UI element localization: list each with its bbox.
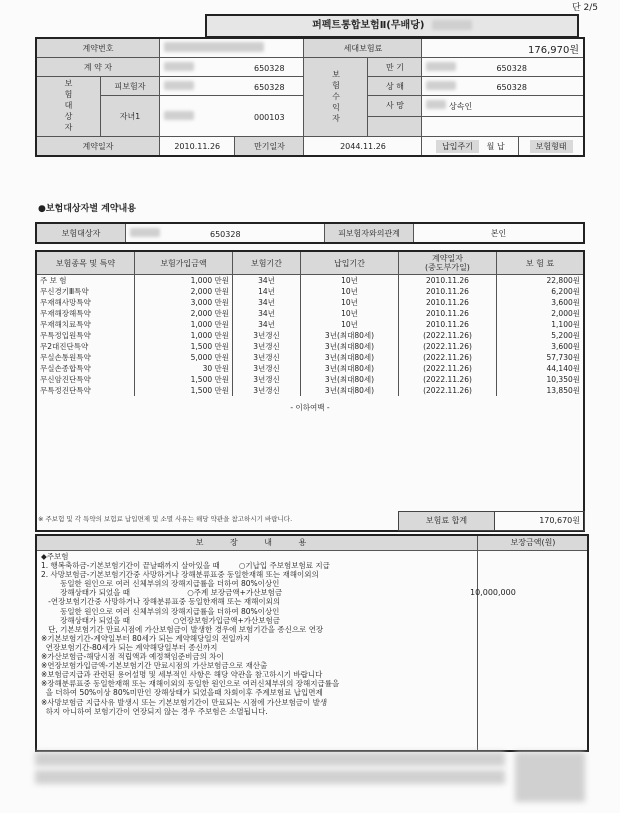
table-cell: 3년(최대80세) xyxy=(301,363,399,374)
table-row xyxy=(36,352,584,363)
table-cell: 무특정진단특약 xyxy=(36,385,135,396)
col-header: 보험종목 및 특약 xyxy=(36,251,135,275)
benefit-line: ※연장보험가입금액-기본보험기간 만료시점의 가산보험금으로 재산출 xyxy=(41,661,268,671)
table-cell: 3년갱신 xyxy=(233,352,301,363)
table-cell: 22,800원 xyxy=(497,275,585,287)
benefit-line: ※가산보험금-해당시점 적립액과 예정책임준비금의 차이 xyxy=(41,652,224,662)
redacted-block xyxy=(164,42,264,52)
benefit-amount-header: 보장금액(원) xyxy=(477,536,588,550)
table-row xyxy=(36,297,584,308)
table-cell: 무신경기Ⅲ특약 xyxy=(36,286,135,297)
table-row xyxy=(36,341,584,352)
table-cell: 2,000 만원 xyxy=(135,286,233,297)
benefit-line: ◆주보험 xyxy=(41,552,69,561)
benefit-line: 단, 기본보험기간 만료시점에 가산보험금이 발생한 경우에 보험기간을 종신으로 연장 xyxy=(41,624,324,634)
table-cell: 2010.11.26 xyxy=(399,308,497,319)
table-cell: 2,000원 xyxy=(497,308,585,319)
table-cell: 5,000 만원 xyxy=(135,352,233,363)
table-cell: 2010.11.26 xyxy=(399,297,497,308)
table-cell: 1,000 만원 xyxy=(135,319,233,330)
benefit-header-label: 보 장 내 용 xyxy=(195,538,319,547)
page-number: 단 2/5 xyxy=(571,3,598,13)
table-cell: 1,100원 xyxy=(497,319,585,330)
redacted-block xyxy=(35,770,505,784)
col-header: 계약일자 (중도부가일) xyxy=(399,251,497,275)
holder-value: 650328 xyxy=(160,58,304,77)
table-row xyxy=(36,396,584,413)
child-label: 자녀1 xyxy=(101,96,160,137)
table-row xyxy=(36,319,584,330)
empty-label xyxy=(368,116,422,137)
premium-value: 176,970원 xyxy=(422,38,584,58)
premium-label: 세대보험료 xyxy=(304,38,422,58)
table-cell: 3년갱신 xyxy=(233,330,301,341)
table-cell: 14년 xyxy=(233,286,301,297)
table-row xyxy=(36,275,584,287)
redacted-block xyxy=(164,81,194,90)
table-row xyxy=(36,385,584,396)
table-cell: 10년 xyxy=(301,275,399,287)
table-cell: 10,350원 xyxy=(497,374,585,385)
table-row xyxy=(36,374,584,385)
table-cell: (2022.11.26) xyxy=(399,341,497,352)
table-cell: 34년 xyxy=(233,319,301,330)
table-cell: 5,200원 xyxy=(497,330,585,341)
benefit-amount: 10,000,000 xyxy=(470,588,516,597)
insured-row-label: 보험대상자 xyxy=(36,223,126,243)
payment-cycle-cell: 납입주기 월 납 xyxy=(422,137,519,157)
expiry-label: 만기일자 xyxy=(235,137,304,157)
table-cell: (2022.11.26) xyxy=(399,385,497,396)
benefit-line: ※보험금지급과 관련된 용어설명 및 세부적인 사항은 해당 약관을 참고하시기 바랍니다 xyxy=(41,670,323,680)
maturity-value: 650328 xyxy=(422,58,584,77)
benefit-line: 장해상태가 되었을 때 ○주계 보장금액+가산보험금 xyxy=(41,588,283,598)
divider xyxy=(477,550,478,750)
contract-date-label: 계약일자 xyxy=(36,137,160,157)
table-cell: 무특정입원특약 xyxy=(36,330,135,341)
total-label: 보험료 합계 xyxy=(399,512,495,530)
table-cell: (2022.11.26) xyxy=(399,363,497,374)
table-row xyxy=(36,308,584,319)
table-cell: 무실손종합특약 xyxy=(36,363,135,374)
table-cell: 무신암진단특약 xyxy=(36,374,135,385)
insured-row-value: 650328 xyxy=(126,223,325,243)
end-marker: - 이하여백 - xyxy=(36,396,584,413)
table-cell: 34년 xyxy=(233,275,301,287)
document-title-text: 퍼펙트통합보험Ⅱ(무배당) xyxy=(312,20,425,31)
total-box xyxy=(398,511,585,531)
empty-value xyxy=(422,116,584,137)
table-cell: 2,000 만원 xyxy=(135,308,233,319)
child-value: 000103 xyxy=(160,96,304,137)
benefit-line: 을 더하여 50%이상 80%미만인 장해상태가 되었을때 차회이후 주계보험료 납입면제 xyxy=(41,688,323,698)
holder-label: 계 약 자 xyxy=(36,58,160,77)
table-cell: 2010.11.26 xyxy=(399,319,497,330)
table-cell: 30 만원 xyxy=(135,363,233,374)
table-cell: 10년 xyxy=(301,297,399,308)
table-cell: 3,000 만원 xyxy=(135,297,233,308)
table-cell: 1,500 만원 xyxy=(135,385,233,396)
relation-label: 피보험자와의관계 xyxy=(325,223,414,243)
benefit-table xyxy=(35,534,589,752)
col-header: 보험기간 xyxy=(233,251,301,275)
table-cell: 1,000 만원 xyxy=(135,275,233,287)
injury-value: 650328 xyxy=(422,77,584,96)
redacted-block xyxy=(35,752,505,766)
table-cell: 2010.11.26 xyxy=(399,275,497,287)
table-cell: 주 보 험 xyxy=(36,275,135,287)
table-cell: 3,600원 xyxy=(497,297,585,308)
table-cell: 무재해장해특약 xyxy=(36,308,135,319)
table-cell: 3년(최대80세) xyxy=(301,374,399,385)
table-cell: 3년갱신 xyxy=(233,363,301,374)
footnote: ※ 주보험 및 각 특약의 보험료 납입면제 및 소멸 사유는 해당 약관을 참고하시기 바랍니다. xyxy=(38,515,293,523)
contract-date-value: 2010.11.26 xyxy=(160,137,235,157)
benefit-line: ※장해분류표중 동일한재해 또는 재해이외의 동일한 원인으로 여러신체부위의 장해지급률을 xyxy=(41,679,340,689)
redacted-block xyxy=(130,228,160,237)
benefit-line: 동일한 원인으로 여러 신체부위의 장해지급률을 더하여 80%이상인 xyxy=(41,606,280,616)
table-cell: 3년(최대80세) xyxy=(301,352,399,363)
col-header: 보험가입금액 xyxy=(135,251,233,275)
contract-no-label: 계약번호 xyxy=(36,38,160,58)
table-cell: 3년(최대80세) xyxy=(301,330,399,341)
benefit-line: 연장보험기간-80세가 되는 계약해당일부터 종신까지 xyxy=(41,642,218,652)
relation-value: 본인 xyxy=(414,223,585,243)
table-cell: (2022.11.26) xyxy=(399,352,497,363)
table-cell: 1,000 만원 xyxy=(135,330,233,341)
benefit-line: 하지 아니하여 보험기간이 연장되지 않는 경우 주보험은 소멸됩니다. xyxy=(41,706,268,716)
insurance-type-cell: 보험형태 xyxy=(519,137,584,157)
benefit-header xyxy=(37,536,587,551)
table-cell: 무재해치료특약 xyxy=(36,319,135,330)
table-cell: 3년갱신 xyxy=(233,385,301,396)
beneficiary-group-label: 보험수익자 xyxy=(304,58,368,137)
table-cell: (2022.11.26) xyxy=(399,330,497,341)
redacted-block xyxy=(432,20,472,30)
insured-label: 피보험자 xyxy=(101,77,160,96)
table-cell: 10년 xyxy=(301,286,399,297)
table-cell: 34년 xyxy=(233,308,301,319)
insured-row-table xyxy=(35,222,585,244)
injury-label: 상 해 xyxy=(368,77,422,96)
table-cell: 1,500 만원 xyxy=(135,374,233,385)
benefit-line: -연장보험기간중 사망하거나 장해분류표중 동일한재해 또는 재해이외의 xyxy=(41,597,281,607)
benefit-line: 장해상태가 되었을 때 ○연장보험가입금액+가산보험금 xyxy=(41,615,280,625)
redacted-block xyxy=(164,111,194,120)
table-cell: 1,500 만원 xyxy=(135,341,233,352)
table-cell: 10년 xyxy=(301,319,399,330)
contract-no-value xyxy=(160,38,304,58)
redacted-block xyxy=(164,62,194,71)
coverage-table xyxy=(35,250,585,532)
insured-group-label: 보험대상자 xyxy=(36,77,101,137)
coverage-header-row xyxy=(36,251,584,275)
redacted-stamp xyxy=(515,752,585,802)
col-header: 보 험 료 xyxy=(497,251,585,275)
expiry-value: 2044.11.26 xyxy=(304,137,422,157)
table-cell: 3,600원 xyxy=(497,341,585,352)
table-cell: 무실손통원특약 xyxy=(36,352,135,363)
death-label: 사 망 xyxy=(368,96,422,117)
table-cell: 3년(최대80세) xyxy=(301,385,399,396)
table-cell: 6,200원 xyxy=(497,286,585,297)
total-value: 170,670원 xyxy=(539,516,580,525)
coverage-body xyxy=(36,275,584,532)
table-cell: 34년 xyxy=(233,297,301,308)
table-cell: (2022.11.26) xyxy=(399,374,497,385)
benefit-line: ※사망보험금 지급사유 발생시 또는 기본보험기간이 만료되는 시점에 가산보험금이 발생 xyxy=(41,697,328,707)
table-cell: 3년갱신 xyxy=(233,341,301,352)
table-cell: 3년갱신 xyxy=(233,374,301,385)
maturity-label: 만 기 xyxy=(368,58,422,77)
table-row xyxy=(36,363,584,374)
table-row xyxy=(36,286,584,297)
benefit-line: 2. 사망보험금-기본보험기간중 사망하거나 장해분류표중 동일한재해 또는 재해이외의 xyxy=(41,570,319,580)
table-row xyxy=(36,330,584,341)
death-value: 상속인 xyxy=(422,96,584,117)
table-cell: 3년(최대80세) xyxy=(301,341,399,352)
redacted-block xyxy=(426,100,446,109)
benefit-line: 1. 행복축하금-기본보험기간이 끝날때까지 살아있을 때 ○기납입 주보험보험료 지급 xyxy=(41,561,330,571)
section-title: ●보험대상자별 계약내용 xyxy=(38,204,136,214)
benefit-line: ※기본보험기간-계약일부터 80세가 되는 계약해당일의 전일까지 xyxy=(41,633,251,643)
table-cell: 무2대진단특약 xyxy=(36,341,135,352)
insured-value: 650328 xyxy=(160,77,304,96)
table-cell: 무재해사망특약 xyxy=(36,297,135,308)
benefit-line: 동일한 원인으로 여러 신체부위의 장해지급률을 더하여 80%이상인 xyxy=(41,579,280,589)
table-cell: 10년 xyxy=(301,308,399,319)
col-header: 납입기간 xyxy=(301,251,399,275)
document-title xyxy=(205,14,579,38)
benefit-lines xyxy=(41,552,473,716)
redacted-block xyxy=(426,62,456,71)
contract-summary-table xyxy=(35,37,585,157)
table-cell: 44,140원 xyxy=(497,363,585,374)
table-cell: 2010.11.26 xyxy=(399,286,497,297)
redacted-block xyxy=(426,81,456,90)
table-cell: 57,730원 xyxy=(497,352,585,363)
table-cell: 13,850원 xyxy=(497,385,585,396)
